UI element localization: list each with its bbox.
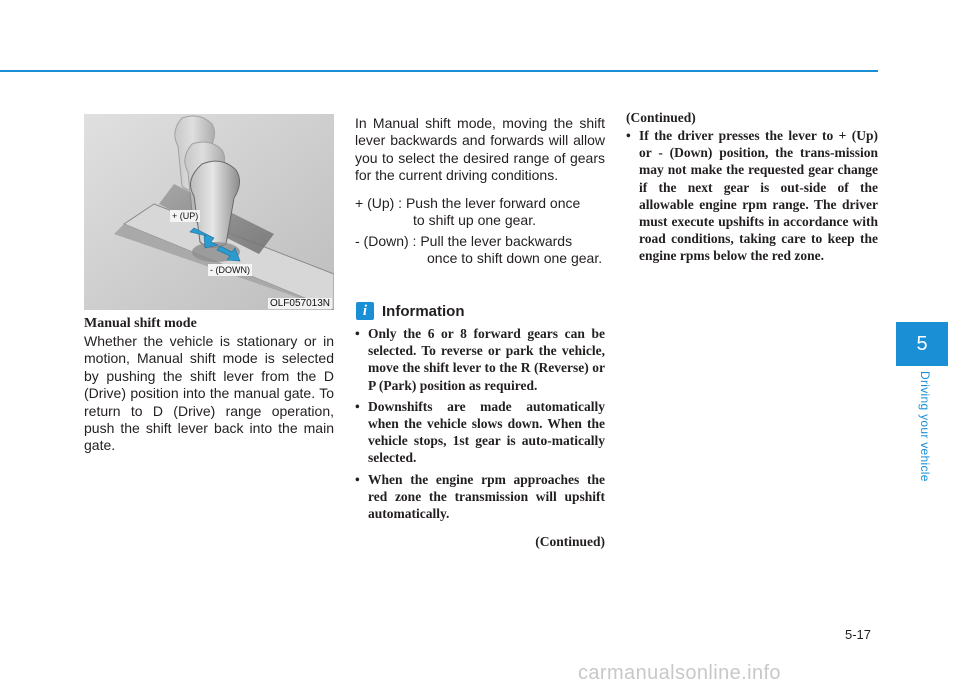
- definition-down-term: - (Down) :: [355, 233, 421, 249]
- label-down: - (DOWN): [210, 265, 250, 275]
- page-number: 5-17: [845, 627, 872, 642]
- label-up: + (UP): [172, 211, 199, 221]
- list-item: • When the engine rpm approaches the red zone the transmission will upshift automatically.: [355, 471, 605, 522]
- definition-down: [355, 233, 605, 268]
- bullet-dot: •: [355, 398, 360, 414]
- bullet-dot: •: [355, 471, 360, 487]
- header-rule: [0, 70, 878, 72]
- section-heading: Manual shift mode: [84, 316, 197, 331]
- figure-code: OLF057013N: [269, 298, 330, 309]
- definition-up-desc-cont: to shift up one gear.: [413, 212, 536, 229]
- bullet-dot: •: [626, 128, 631, 143]
- continued-list: [626, 127, 878, 269]
- chapter-number: 5: [896, 322, 948, 366]
- watermark[interactable]: carmanualsonline.info: [578, 662, 781, 684]
- bullet-dot: •: [355, 326, 360, 341]
- definition-up-desc: Push the lever forward once: [405, 195, 581, 211]
- list-item: • If the driver presses the lever to + (Up) or - (Down) position, the trans-mission may not make the requested gear change if the next gear is out-side of the allowable engine rpm range. The driver must execute upshifts in accordance with road conditions, taking care to keep the engine rpms below the red zone.: [626, 128, 878, 264]
- definition-up-term: + (Up) :: [355, 195, 406, 211]
- shift-lever-illustration: [84, 114, 334, 310]
- information-list: [355, 325, 605, 526]
- continued-note-bottom: (Continued): [535, 534, 605, 549]
- manual-mode-paragraph: Whether the vehicle is stationary or in motion, Manual shift mode is selected by pushing the shift lever from the D (Drive) position into the manual gate. To return to D (Drive) range operation, push the shift lever back into the main gate.: [84, 333, 334, 454]
- chapter-label: Driving your vehicle: [918, 371, 932, 482]
- shift-lever-figure: [84, 114, 334, 310]
- definition-up: [355, 195, 605, 230]
- continued-note-top: (Continued): [626, 110, 696, 125]
- definition-down-desc: Pull the lever backwards: [420, 233, 573, 249]
- definition-down-desc-cont: once to shift down one gear.: [427, 250, 603, 267]
- manual-mode-intro-paragraph: In Manual shift mode, moving the shift lever backwards and forwards will allow you to select the desired range of gears for the current driving conditions.: [355, 115, 605, 184]
- information-title: Information: [382, 302, 465, 320]
- information-header: [356, 302, 465, 320]
- list-item: • Only the 6 or 8 forward gears can be selected. To reverse or park the vehicle, move the shift lever to the R (Reverse) or P (Park) position as required.: [355, 326, 605, 393]
- list-item: • Downshifts are made automatically when the vehicle slows down. When the vehicle stops, 1st gear is auto-matically selected.: [355, 398, 605, 466]
- info-icon: i: [356, 302, 374, 320]
